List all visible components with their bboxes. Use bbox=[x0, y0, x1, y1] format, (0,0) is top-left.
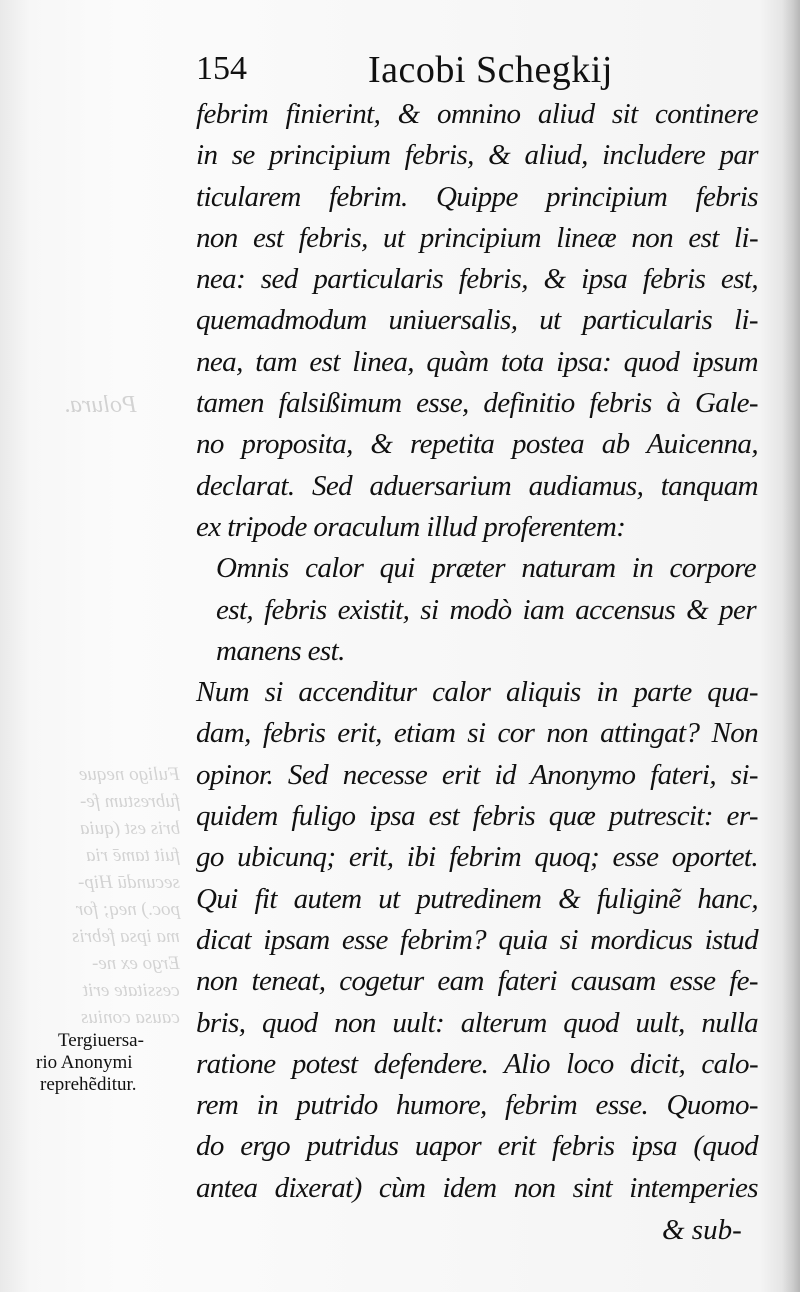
text-line: nea: sed particularis febris, & ipsa febris est, bbox=[196, 263, 758, 296]
text-line: do ergo putridus uapor erit febris ipsa (quod bbox=[196, 1130, 758, 1163]
page-number: 154 bbox=[196, 50, 247, 87]
text-line: quidem fuligo ipsa est febris quæ putrescit: er- bbox=[196, 800, 758, 833]
text-line: Qui fit autem ut putredinem & fuliginẽ hanc, bbox=[196, 882, 758, 915]
show-through-line: causa conius bbox=[81, 1007, 180, 1028]
marginal-note-line: Tergiuersa- bbox=[58, 1030, 144, 1051]
text-line: tamen falsißimum esse, definitio febris à Gale- bbox=[196, 387, 758, 420]
show-through-line: Fuligo neque bbox=[79, 764, 180, 785]
marginal-note-line: reprehẽditur. bbox=[40, 1074, 137, 1095]
show-through-line: cessitate erit bbox=[83, 980, 180, 1001]
show-through-line: secundū Hip- bbox=[78, 872, 180, 893]
text-line: ratione potest defendere. Alio loco dicit, calo- bbox=[196, 1047, 758, 1080]
text-line: quemadmodum uniuersalis, ut particularis li- bbox=[196, 304, 758, 337]
show-through-line: ma ipsa febris bbox=[72, 926, 180, 947]
text-line: Num si accenditur calor aliquis in parte qua- bbox=[196, 676, 758, 709]
text-line: rem in putrido humore, febrim esse. Quomo- bbox=[196, 1089, 758, 1122]
show-through-line: bris est (quia bbox=[79, 818, 180, 839]
show-through-line: Ergo ex ne- bbox=[92, 953, 180, 974]
marginal-note-line: rio Anonymi bbox=[36, 1052, 133, 1073]
text-line: no proposita, & repetita postea ab Auicenna, bbox=[196, 428, 758, 461]
show-through-line: fubrestum fe- bbox=[79, 791, 180, 812]
text-line: bris, quod non uult: alterum quod uult, nulla bbox=[196, 1006, 758, 1039]
quote-line: Omnis calor qui præter naturam in corpore bbox=[216, 552, 756, 585]
text-line: non est febris, ut principium lineæ non est li- bbox=[196, 221, 758, 254]
show-through-line: fuit tamē ria bbox=[86, 845, 180, 866]
text-line: dicat ipsam esse febrim? quia si mordicus istud bbox=[196, 923, 758, 956]
main-text bbox=[196, 94, 758, 1209]
text-line: febrim finierint, & omnino aliud sit continere bbox=[196, 98, 758, 130]
show-through-line: poc.) neq; for bbox=[76, 899, 180, 920]
page-edge-shadow bbox=[782, 0, 800, 1292]
text-line: in se principium febris, & aliud, includere par bbox=[196, 139, 758, 172]
running-head: Iacobi Schegkij bbox=[368, 49, 613, 91]
text-line: go ubicunq; erit, ibi febrim quoq; esse oportet. bbox=[196, 841, 758, 874]
text-line: ex tripode oraculum illud proferentem: bbox=[196, 510, 626, 543]
text-line: antea dixerat) cùm idem non sint intemperies bbox=[196, 1171, 758, 1204]
show-through-word: Polura. bbox=[64, 392, 137, 418]
marginal-note bbox=[6, 1030, 176, 1096]
text-line: non teneat, cogetur eam fateri causam esse fe- bbox=[196, 965, 758, 998]
text-line: declarat. Sed aduersarium audiamus, tanquam bbox=[196, 469, 758, 502]
text-line: opinor. Sed necesse erit id Anonymo fateri, si- bbox=[196, 758, 758, 791]
quote-line: est, febris existit, si modò iam accensus & per bbox=[216, 593, 756, 626]
catchword: & sub- bbox=[662, 1214, 742, 1246]
text-line: nea, tam est linea, quàm tota ipsa: quod ipsum bbox=[196, 345, 758, 378]
text-line: dam, febris erit, etiam si cor non attingat? Non bbox=[196, 717, 758, 750]
text-line: ticularem febrim. Quippe principium febris bbox=[196, 180, 758, 213]
quote-line: manens est. bbox=[216, 634, 345, 667]
page-header bbox=[196, 46, 756, 98]
